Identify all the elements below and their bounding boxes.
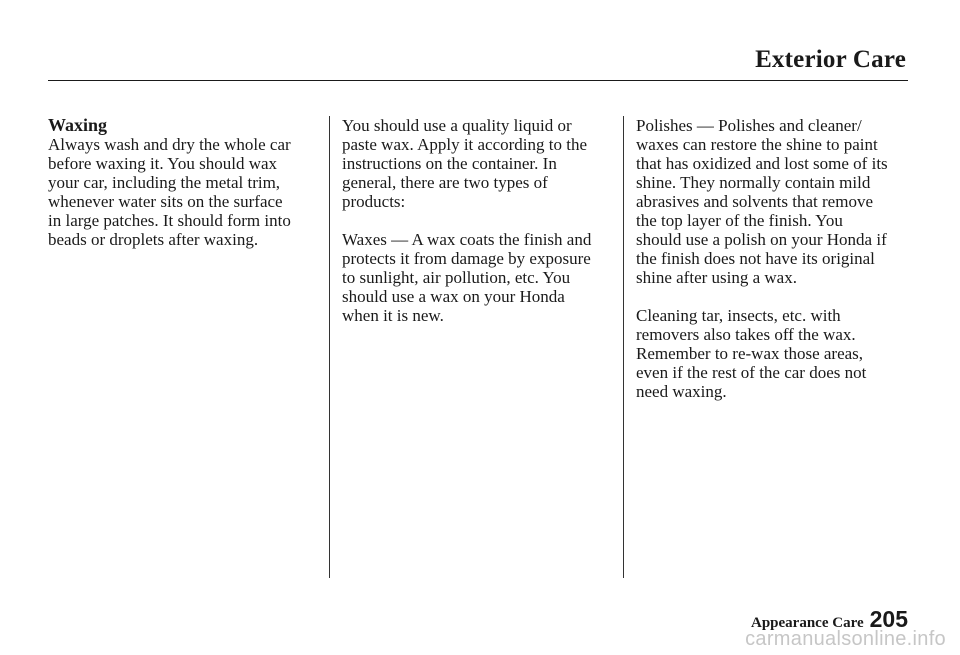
column-divider-right <box>623 116 624 578</box>
text-line: your car, including the metal trim, <box>48 173 281 192</box>
text-line: need waxing. <box>636 382 727 401</box>
text-line: instructions on the container. In <box>342 154 557 173</box>
text-line: paste wax. Apply it according to the <box>342 135 588 154</box>
text-line: shine. They normally contain mild <box>636 173 871 192</box>
text-line: to sunlight, air pollution, etc. You <box>342 268 571 287</box>
paragraph-gap <box>342 211 614 230</box>
text-line: the finish does not have its original <box>636 249 875 268</box>
header-rule <box>48 80 908 81</box>
text-line: when it is new. <box>342 306 444 325</box>
text-line: products: <box>342 192 406 211</box>
text-line: before waxing it. You should wax <box>48 154 278 173</box>
text-line: Waxes — A wax coats the finish and <box>342 230 592 249</box>
text-line: whenever water sits on the surface <box>48 192 283 211</box>
left-column <box>48 116 320 249</box>
watermark: carmanualsonline.info <box>745 628 946 650</box>
column-divider-left <box>329 116 330 578</box>
text-line: even if the rest of the car does not <box>636 363 867 382</box>
page-number: 205 <box>869 606 908 632</box>
waxing-heading: Waxing <box>48 115 108 135</box>
text-line: the top layer of the finish. You <box>636 211 843 230</box>
page-title: Exterior Care <box>755 46 906 73</box>
text-line: that has oxidized and lost some of its <box>636 154 888 173</box>
text-line: Remember to re-wax those areas, <box>636 344 864 363</box>
text-line: should use a wax on your Honda <box>342 287 565 306</box>
paragraph-gap <box>636 287 912 306</box>
right-column <box>636 116 912 401</box>
text-line: in large patches. It should form into <box>48 211 291 230</box>
text-line: You should use a quality liquid or <box>342 116 572 135</box>
text-line: protects it from damage by exposure <box>342 249 591 268</box>
text-line: Cleaning tar, insects, etc. with <box>636 306 841 325</box>
text-line: shine after using a wax. <box>636 268 797 287</box>
text-line: should use a polish on your Honda if <box>636 230 887 249</box>
text-line: beads or droplets after waxing. <box>48 230 259 249</box>
text-line: Always wash and dry the whole car <box>48 135 291 154</box>
text-line: Polishes — Polishes and cleaner/ <box>636 116 862 135</box>
text-line: general, there are two types of <box>342 173 548 192</box>
text-line: removers also takes off the wax. <box>636 325 856 344</box>
middle-column <box>342 116 614 325</box>
text-line: abrasives and solvents that remove <box>636 192 873 211</box>
text-line: waxes can restore the shine to paint <box>636 135 878 154</box>
footer-section-title: Appearance Care <box>751 615 864 631</box>
